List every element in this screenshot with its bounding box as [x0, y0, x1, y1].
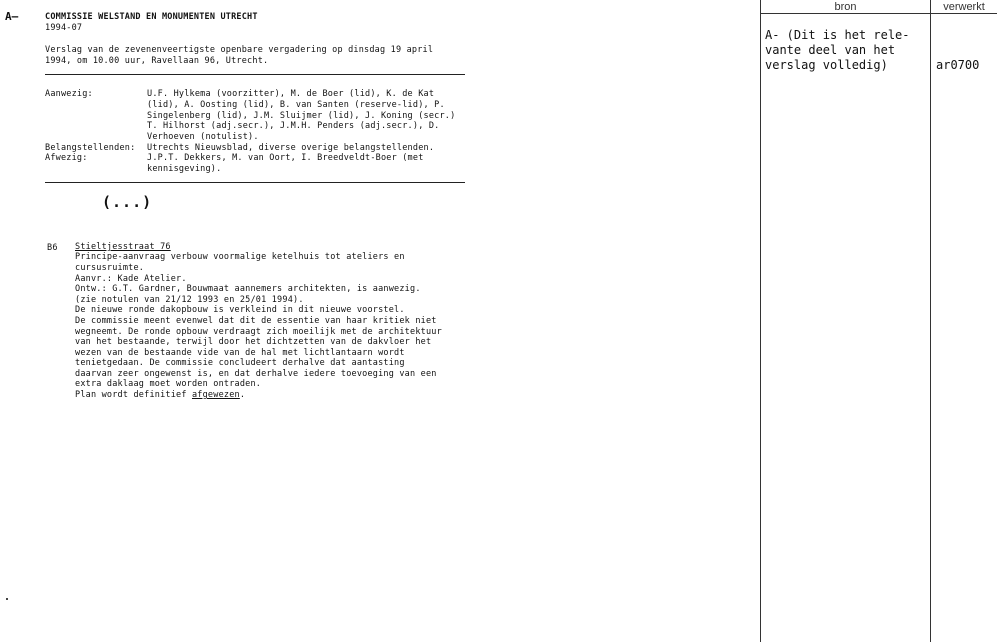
item-line: van het bestaande, terwijl door het dichtzetten van de dakvloer het [75, 337, 432, 347]
scan-speck [6, 598, 8, 600]
org-title: COMMISSIE WELSTAND EN MONUMENTEN UTRECHT [45, 12, 258, 22]
decision-suffix: . [239, 390, 246, 400]
item-decision [75, 390, 245, 400]
item-line: Principe-aanvraag verbouw voormalige ketelhuis tot ateliers en [75, 252, 405, 262]
col-header-processed: verwerkt [943, 1, 985, 13]
present-line: U.F. Hylkema (voorzitter), M. de Boer (lid), K. de Kat [147, 89, 435, 99]
item-line: wegneemt. De ronde opbouw verdraagt zich moeilijk met de architektuur [75, 327, 442, 337]
stakeholders-value: Utrechts Nieuwsblad, diverse overige belangstellenden. [147, 143, 435, 153]
source-note-line: A- (Dit is het rele- [765, 28, 910, 42]
absent-line: J.P.T. Dekkers, M. van Oort, I. Breedveldt-Boer (met [147, 153, 424, 163]
item-line: cursusruimte. [75, 263, 145, 273]
decision-emph: afgewezen [191, 390, 240, 400]
processed-code: ar0700 [936, 58, 980, 72]
header-rule [760, 13, 997, 14]
decision-prefix: Plan wordt definitief [75, 390, 192, 400]
item-title: Stieltjesstraat 76 [75, 242, 171, 252]
panel-left-border [760, 0, 761, 642]
meeting-number: 1994-07 [45, 23, 83, 33]
omission-marker: (...) [102, 193, 153, 211]
intro-line-1: Verslag van de zevenenveertigste openbare vergadering op dinsdag 19 april [45, 45, 434, 55]
col-header-source: bron [834, 1, 857, 13]
source-note-line: verslag volledig) [765, 58, 888, 72]
item-line: tenietgedaan. De commissie concludeert derhalve dat aantasting [75, 358, 405, 368]
column-divider [930, 0, 931, 642]
present-line: Verhoeven (notulist). [147, 132, 259, 142]
present-line: T. Hilhorst (adj.secr.), J.M.H. Penders (adj.secr.), D. [147, 121, 440, 131]
stakeholders-label: Belangstellenden: [45, 143, 136, 153]
section-marker: A— [5, 10, 19, 23]
divider-top [45, 74, 465, 75]
intro-line-2: 1994, om 10.00 uur, Ravellaan 96, Utrecht. [45, 56, 269, 66]
item-line: (zie notulen van 21/12 1993 en 25/01 1994). [75, 295, 304, 305]
annotation-panel [760, 0, 997, 642]
present-label: Aanwezig: [45, 89, 93, 99]
item-line: De commissie meent evenwel dat dit de essentie van haar kritiek niet [75, 316, 437, 326]
item-line: Ontw.: G.T. Gardner, Bouwmaat aannemers architekten, is aanwezig. [75, 284, 421, 294]
item-line: De nieuwe ronde dakopbouw is verkleind in dit nieuwe voorstel. [75, 305, 405, 315]
item-line: wezen van de bestaande vide van de hal met lichtlantaarn wordt [75, 348, 405, 358]
item-line: Aanvr.: Kade Atelier. [75, 274, 187, 284]
absent-label: Afwezig: [45, 153, 88, 163]
item-line: extra daklaag moet worden ontraden. [75, 379, 262, 389]
absent-line: kennisgeving). [147, 164, 222, 174]
divider-bottom [45, 182, 465, 183]
present-line: (lid), A. Oosting (lid), B. van Santen (reserve-lid), P. [147, 100, 445, 110]
present-line: Singelenberg (lid), J.M. Sluijmer (lid), J. Koning (secr.) [147, 111, 456, 121]
item-line: daarvan zeer ongewenst is, en dat derhalve iedere toevoeging van een [75, 369, 437, 379]
item-number: B6 [47, 243, 58, 253]
source-note-line: vante deel van het [765, 43, 896, 57]
